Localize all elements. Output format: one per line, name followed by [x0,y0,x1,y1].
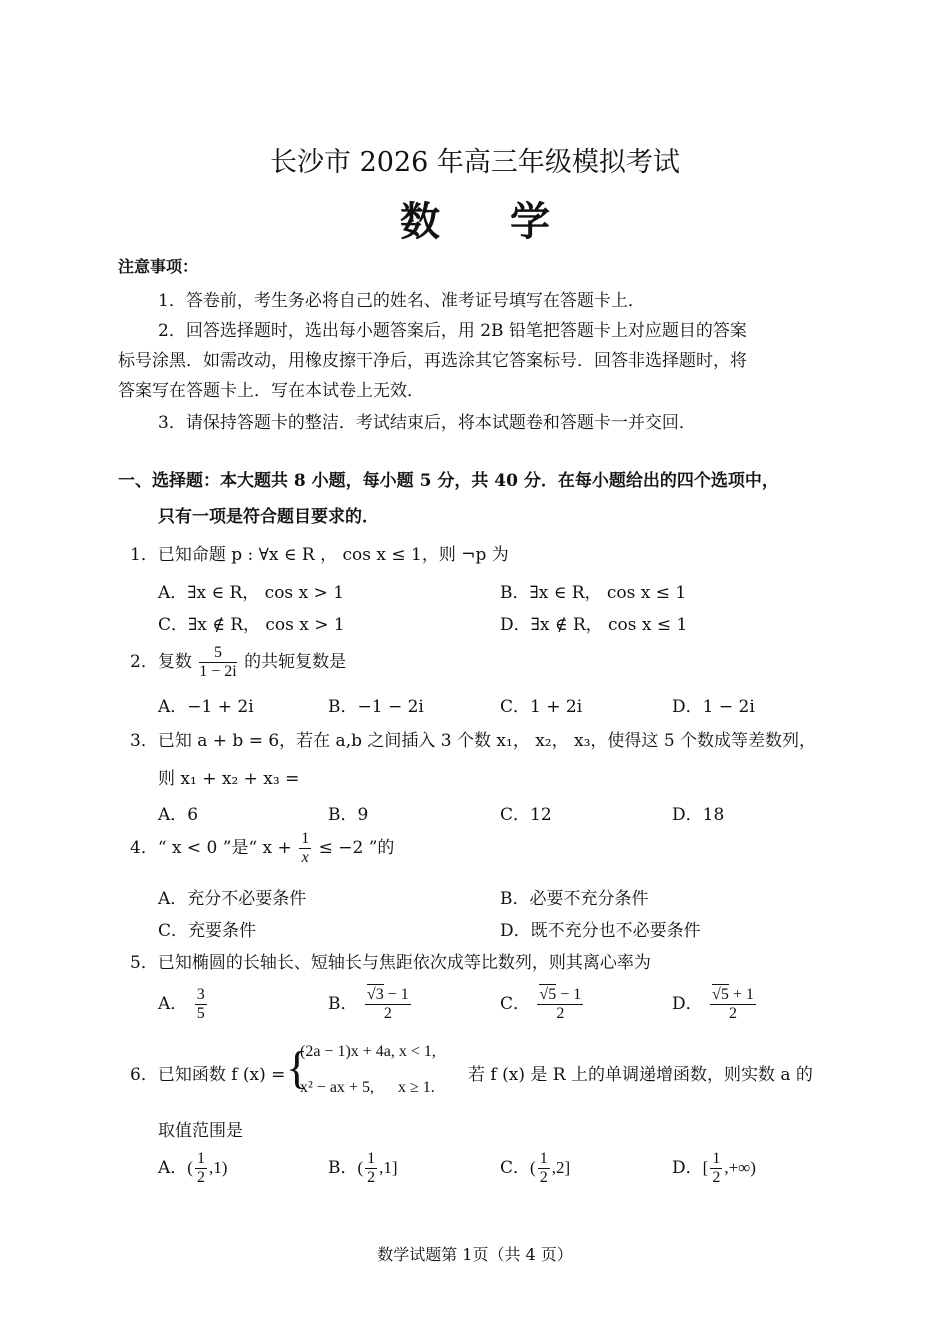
q5-option-b [328,986,413,1023]
q6-stem-pre: 6．已知函数 f (x) = [130,1065,286,1085]
q2-option-d: D．1 − 2i [672,697,755,717]
q6-d-open: [ [702,1158,709,1177]
q4-fraction [299,830,311,867]
q5-option-b-fraction [365,986,411,1023]
q3-stem-2: 则 x₁ + x₂ + x₃ = [158,769,300,789]
q2-option-b: B．−1 − 2i [328,697,424,717]
q6-d-rest: ,+∞) [724,1158,756,1177]
notice-item-1: 1．答卷前，考生务必将自己的姓名、准考证号填写在答题卡上． [158,291,645,311]
q4-option-a: A．充分不必要条件 [158,889,307,909]
q6-a-label: A． [158,1158,188,1178]
q6-a-rest: ,1) [208,1158,228,1177]
q5-d-rest: + 1 [728,986,754,1003]
q4-fraction-numerator: 1 [301,830,310,847]
q6-d-label: D． [672,1158,703,1178]
q4-stem [130,830,394,867]
q4-fraction-denominator: x [301,849,309,866]
q1-option-d: D．∃x ∉ R， cos x ≤ 1 [500,615,688,635]
q6-b-label: B． [328,1158,358,1178]
q5-c-rest: − 1 [556,986,582,1003]
notice-item-2a: 2．回答选择题时，选出每小题答案后，用 2B 铅笔把答题卡上对应题目的答案 [158,321,747,341]
notice-item-2c: 答案写在答题卡上．写在本试卷上无效． [118,381,424,401]
q4-option-c: C．充要条件 [158,921,257,941]
q5-option-b-label: B． [328,994,358,1014]
q6-b-open: ( [357,1158,364,1177]
q2-stem-pre: 2．复数 [130,652,192,672]
q2-stem-post: 的共轭复数是 [244,652,347,672]
q6-c-label: C． [500,1158,531,1178]
q5-b-denominator: 2 [383,1005,392,1022]
q3-stem: 3．已知 a + b = 6，若在 a,b 之间插入 3 个数 x₁， x₂， x₃，使得这 5 个数成等差数列， [130,731,817,751]
q1-option-a: A．∃x ∈ R， cos x > 1 [158,583,345,603]
q6-stem-post: 若 f (x) 是 R 上的单调递增函数，则实数 a 的 [468,1065,813,1085]
q5-a-denominator: 5 [196,1005,205,1022]
q6-brace: { [286,1042,309,1093]
q6-c-den: 2 [539,1169,548,1186]
notice-heading: 注意事项： [118,257,199,276]
subject-title: 数学 [400,198,620,245]
q5-b-numerator [365,986,411,1005]
q5-option-c [500,986,585,1023]
q5-c-numerator [537,986,583,1005]
page-footer: 数学试题第 1页（共 4 页） [377,1245,573,1264]
q5-stem: 5．已知椭圆的长轴长、短轴长与焦距依次成等比数列，则其离心率为 [130,953,651,973]
q6-c-num: 1 [539,1150,548,1167]
q5-c-denominator: 2 [556,1005,565,1022]
q6-option-b [328,1150,398,1187]
q4-stem-post: ≤ −2 ”的 [318,838,395,858]
q1-stem: 1．已知命题 p : ∀x ∈ R ， cos x ≤ 1，则 ¬p 为 [130,545,509,565]
q5-d-root: √5 [712,986,729,1003]
q2-fraction-numerator: 5 [199,644,236,663]
q2-stem [130,644,346,681]
q5-b-root: √3 [366,986,384,1003]
q6-case-2: x² − ax + 5, x ≥ 1. [300,1079,435,1096]
q2-fraction [199,644,236,681]
q6-b-num: 1 [367,1150,376,1167]
q6-b-den: 2 [367,1169,376,1186]
q4-option-b: B．必要不充分条件 [500,889,649,909]
q1-option-c: C．∃x ∉ R， cos x > 1 [158,615,345,635]
q6-option-a [158,1150,227,1187]
q5-option-d-fraction [710,986,756,1023]
section-heading-line2: 只有一项是符合题目要求的． [158,507,379,527]
q5-option-a-label: A． [158,994,188,1014]
notice-item-2b: 标号涂黑．如需改动，用橡皮擦干净后，再选涂其它答案标号．回答非选择题时，将 [118,351,747,371]
q5-option-a-fraction [195,986,207,1023]
section-heading-line1: 一、选择题：本大题共 8 小题，每小题 5 分，共 40 分．在每小题给出的四个选项中， [118,471,779,491]
q3-option-c: C．12 [500,805,552,825]
q5-option-c-fraction [537,986,583,1023]
q6-case-1: (2a − 1)x + 4a, x < 1, [300,1043,436,1060]
q6-stem-2: 取值范围是 [158,1121,243,1141]
q6-c-fraction [538,1150,550,1187]
q4-option-d: D．既不充分也不必要条件 [500,921,701,941]
q6-option-d [672,1150,756,1187]
q5-option-c-label: C． [500,994,531,1014]
q6-d-den: 2 [712,1169,721,1186]
q1-option-b: B．∃x ∈ R， cos x ≤ 1 [500,583,687,603]
q2-option-a: A．−1 + 2i [158,697,254,717]
q5-option-a [158,986,209,1023]
q5-d-numerator [710,986,756,1005]
q6-a-fraction [195,1150,207,1187]
q5-d-denominator: 2 [728,1005,737,1022]
q5-a-numerator: 3 [196,986,205,1003]
q6-a-den: 2 [196,1169,205,1186]
q5-c-root: √5 [539,986,557,1003]
q3-option-b: B．9 [328,805,369,825]
q6-b-fraction [365,1150,377,1187]
exam-title: 长沙市 2026 年高三年级模拟考试 [270,147,680,178]
q6-b-rest: ,1] [379,1158,398,1177]
q6-a-open: ( [187,1158,193,1177]
q6-a-num: 1 [196,1150,205,1167]
q3-option-d: D．18 [672,805,725,825]
q5-option-d-label: D． [672,994,703,1014]
q3-option-a: A．6 [158,805,199,825]
q6-c-open: ( [530,1158,536,1177]
q2-fraction-denominator: 1 − 2i [199,663,237,680]
q6-option-c [500,1150,570,1187]
q5-option-d [672,986,758,1023]
q2-option-c: C．1 + 2i [500,697,583,717]
q6-c-rest: ,2] [551,1158,571,1177]
q4-stem-pre: 4．“ x < 0 ”是“ x + [130,838,292,858]
q6-d-fraction [710,1150,722,1187]
q6-d-num: 1 [712,1150,721,1167]
notice-item-3: 3．请保持答题卡的整洁．考试结束后，将本试题卷和答题卡一并交回． [158,413,696,433]
q5-b-rest: − 1 [383,986,409,1003]
